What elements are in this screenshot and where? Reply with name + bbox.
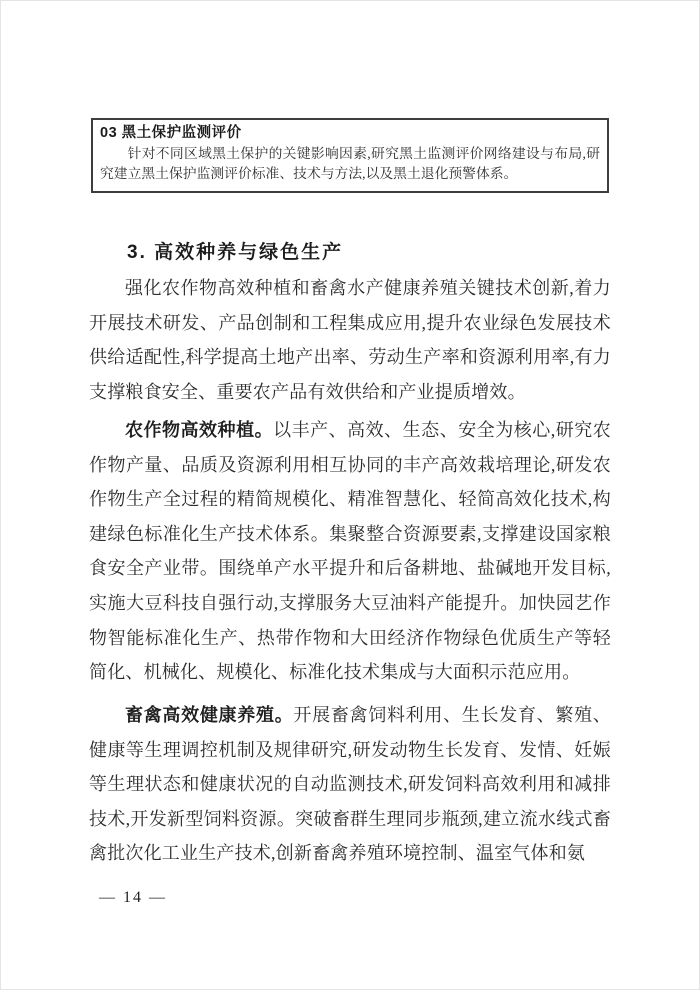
- paragraph-lead: 农作物高效种植。: [125, 420, 274, 440]
- body-paragraph: [89, 271, 611, 409]
- paragraph-lead: 畜禽高效健康养殖。: [125, 705, 294, 725]
- callout-box: [91, 118, 609, 193]
- paragraph-text: 开展畜禽饲料利用、生长发育、繁殖、健康等生理调控机制及规律研究,研发动物生长发育、发情、妊娠等生理状态和健康状况的自动监测技术,研发饲料高效利用和减排技术,开发新型饲料资源。突破畜群生理同步瓶颈,建立流水线式畜禽批次化工业生产技术,创新畜禽养殖环境控制、温室气体和氨: [89, 705, 611, 864]
- body-paragraph: [89, 698, 611, 871]
- paragraph-text: 强化农作物高效种植和畜禽水产健康养殖关键技术创新,着力开展技术研发、产品创制和工程集成应用,提升农业绿色发展技术供给适配性,科学提高土地产出率、劳动生产率和资源利用率,有力支撑粮食安全、重要农产品有效供给和产业提质增效。: [89, 278, 611, 402]
- body-paragraph: [89, 413, 611, 690]
- callout-body-text: 针对不同区域黑土保护的关键影响因素,研究黑土监测评价网络建设与布局,研究建立黑土保护监测评价标准、技术与方法,以及黑土退化预警体系。: [100, 146, 600, 181]
- callout-heading: 03 黑土保护监测评价: [100, 125, 242, 141]
- page-number: — 14 —: [99, 889, 167, 906]
- section-heading: 3. 高效种养与绿色生产: [127, 242, 344, 263]
- paragraph-text: 以丰产、高效、生态、安全为核心,研究农作物产量、品质及资源利用相互协同的丰产高效栽培理论,研发农作物生产全过程的精简规模化、精准智慧化、轻简高效化技术,构建绿色标准化生产技术体系。集聚整合资源要素,支撑建设国家粮食安全产业带。围绕单产水平提升和后备耕地、盐碱地开发目标,实施大豆科技自强行动,支撑服务大豆油料产能提升。加快园艺作物智能标准化生产、热带作物和大田经济作物绿色优质生产等轻简化、机械化、规模化、标准化技术集成与大面积示范应用。: [89, 420, 611, 683]
